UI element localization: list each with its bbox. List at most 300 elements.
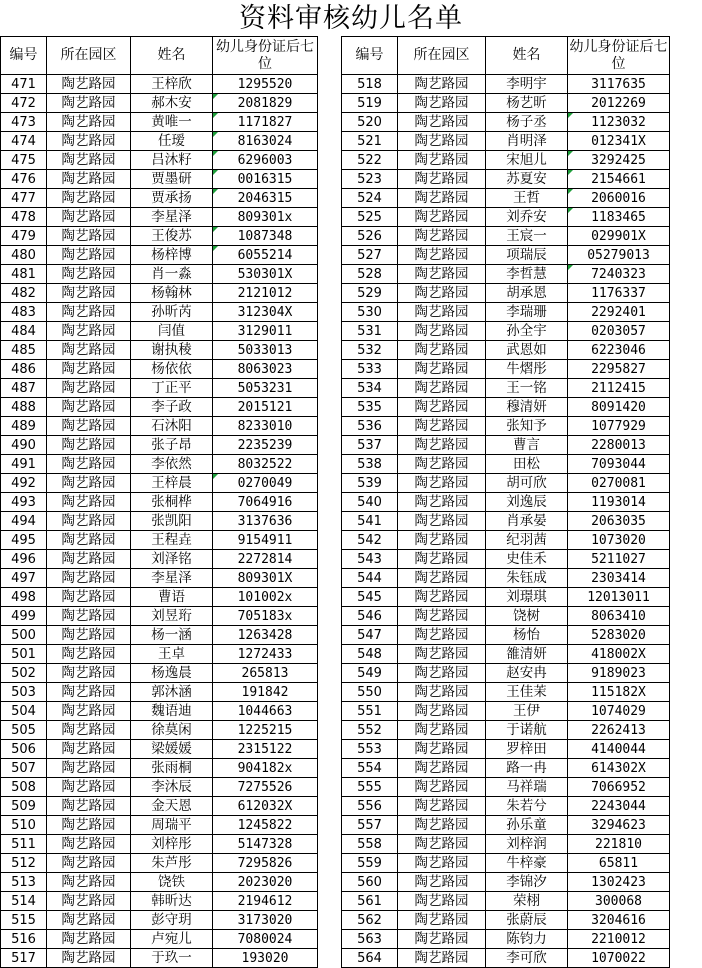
cell-campus[interactable]: 陶艺路园 (47, 569, 131, 588)
cell-name[interactable]: 肖一淼 (131, 265, 213, 284)
cell-no[interactable]: 483 (1, 303, 47, 322)
cell-no[interactable]: 542 (342, 531, 398, 550)
cell-campus[interactable]: 陶艺路园 (47, 949, 131, 968)
cell-name[interactable]: 曹言 (486, 436, 568, 455)
cell-id[interactable]: 1044663 (213, 702, 318, 721)
cell-no[interactable]: 526 (342, 227, 398, 246)
cell-id[interactable]: 1183465 (568, 208, 670, 227)
cell-no[interactable]: 492 (1, 474, 47, 493)
cell-name[interactable]: 魏语迪 (131, 702, 213, 721)
cell-campus[interactable]: 陶艺路园 (398, 132, 486, 151)
cell-campus[interactable]: 陶艺路园 (398, 835, 486, 854)
cell-name[interactable]: 朱芦彤 (131, 854, 213, 873)
cell-id[interactable]: 809301X (213, 569, 318, 588)
cell-no[interactable]: 514 (1, 892, 47, 911)
cell-no[interactable]: 535 (342, 398, 398, 417)
cell-name[interactable]: 李星泽 (131, 208, 213, 227)
cell-no[interactable]: 557 (342, 816, 398, 835)
cell-id[interactable]: 0270081 (568, 474, 670, 493)
cell-name[interactable]: 王梓晨 (131, 474, 213, 493)
cell-no[interactable]: 484 (1, 322, 47, 341)
cell-campus[interactable]: 陶艺路园 (47, 113, 131, 132)
cell-id[interactable]: 8063023 (213, 360, 318, 379)
cell-campus[interactable]: 陶艺路园 (47, 151, 131, 170)
cell-name[interactable]: 肖明泽 (486, 132, 568, 151)
cell-id[interactable]: 2112415 (568, 379, 670, 398)
cell-name[interactable]: 黄唯一 (131, 113, 213, 132)
cell-id[interactable]: 418002X (568, 645, 670, 664)
cell-name[interactable]: 王宸一 (486, 227, 568, 246)
cell-id[interactable]: 7093044 (568, 455, 670, 474)
cell-no[interactable]: 564 (342, 949, 398, 968)
cell-id[interactable]: 5053231 (213, 379, 318, 398)
cell-campus[interactable]: 陶艺路园 (398, 778, 486, 797)
header-id[interactable]: 幼儿身份证后七位 (568, 37, 670, 75)
cell-campus[interactable]: 陶艺路园 (398, 626, 486, 645)
cell-name[interactable]: 张知予 (486, 417, 568, 436)
cell-id[interactable]: 1272433 (213, 645, 318, 664)
cell-name[interactable]: 杨艺昕 (486, 94, 568, 113)
cell-no[interactable]: 543 (342, 550, 398, 569)
cell-name[interactable]: 丁正平 (131, 379, 213, 398)
cell-id[interactable]: 1225215 (213, 721, 318, 740)
cell-no[interactable]: 552 (342, 721, 398, 740)
cell-no[interactable]: 479 (1, 227, 47, 246)
cell-id[interactable]: 2012269 (568, 94, 670, 113)
cell-name[interactable]: 王一铭 (486, 379, 568, 398)
cell-campus[interactable]: 陶艺路园 (398, 949, 486, 968)
cell-name[interactable]: 刘泽铭 (131, 550, 213, 569)
cell-id[interactable]: 2023020 (213, 873, 318, 892)
cell-name[interactable]: 贾承扬 (131, 189, 213, 208)
cell-campus[interactable]: 陶艺路园 (47, 322, 131, 341)
cell-name[interactable]: 石沐阳 (131, 417, 213, 436)
cell-name[interactable]: 梁媛媛 (131, 740, 213, 759)
cell-campus[interactable]: 陶艺路园 (398, 569, 486, 588)
cell-id[interactable]: 3129011 (213, 322, 318, 341)
cell-no[interactable]: 496 (1, 550, 47, 569)
cell-id[interactable]: 1074029 (568, 702, 670, 721)
cell-id[interactable]: 2295827 (568, 360, 670, 379)
cell-campus[interactable]: 陶艺路园 (398, 550, 486, 569)
cell-no[interactable]: 544 (342, 569, 398, 588)
cell-id[interactable]: 2280013 (568, 436, 670, 455)
cell-no[interactable]: 491 (1, 455, 47, 474)
cell-id[interactable]: 1263428 (213, 626, 318, 645)
cell-no[interactable]: 521 (342, 132, 398, 151)
cell-name[interactable]: 刘昱珩 (131, 607, 213, 626)
cell-campus[interactable]: 陶艺路园 (398, 189, 486, 208)
cell-campus[interactable]: 陶艺路园 (47, 265, 131, 284)
cell-no[interactable]: 493 (1, 493, 47, 512)
cell-name[interactable]: 朱钰成 (486, 569, 568, 588)
cell-campus[interactable]: 陶艺路园 (47, 474, 131, 493)
cell-campus[interactable]: 陶艺路园 (398, 702, 486, 721)
cell-campus[interactable]: 陶艺路园 (398, 265, 486, 284)
cell-id[interactable]: 1193014 (568, 493, 670, 512)
header-name[interactable]: 姓名 (131, 37, 213, 75)
cell-name[interactable]: 李依然 (131, 455, 213, 474)
cell-no[interactable]: 522 (342, 151, 398, 170)
cell-no[interactable]: 540 (342, 493, 398, 512)
cell-name[interactable]: 雒清妍 (486, 645, 568, 664)
cell-id[interactable]: 3204616 (568, 911, 670, 930)
cell-no[interactable]: 551 (342, 702, 398, 721)
cell-no[interactable]: 534 (342, 379, 398, 398)
cell-name[interactable]: 李锦汐 (486, 873, 568, 892)
cell-no[interactable]: 471 (1, 75, 47, 94)
cell-no[interactable]: 532 (342, 341, 398, 360)
cell-id[interactable]: 2235239 (213, 436, 318, 455)
cell-campus[interactable]: 陶艺路园 (398, 170, 486, 189)
cell-campus[interactable]: 陶艺路园 (47, 284, 131, 303)
cell-id[interactable]: 3173020 (213, 911, 318, 930)
cell-campus[interactable]: 陶艺路园 (398, 911, 486, 930)
cell-campus[interactable]: 陶艺路园 (398, 360, 486, 379)
cell-id[interactable]: 2194612 (213, 892, 318, 911)
cell-no[interactable]: 485 (1, 341, 47, 360)
cell-name[interactable]: 杨怡 (486, 626, 568, 645)
cell-id[interactable]: 3292425 (568, 151, 670, 170)
cell-campus[interactable]: 陶艺路园 (398, 246, 486, 265)
cell-campus[interactable]: 陶艺路园 (47, 683, 131, 702)
cell-campus[interactable]: 陶艺路园 (47, 645, 131, 664)
cell-campus[interactable]: 陶艺路园 (398, 398, 486, 417)
cell-id[interactable]: 1087348 (213, 227, 318, 246)
cell-campus[interactable]: 陶艺路园 (398, 816, 486, 835)
cell-campus[interactable]: 陶艺路园 (47, 189, 131, 208)
cell-campus[interactable]: 陶艺路园 (47, 208, 131, 227)
cell-name[interactable]: 刘梓彤 (131, 835, 213, 854)
cell-name[interactable]: 于玖一 (131, 949, 213, 968)
cell-id[interactable]: 2210012 (568, 930, 670, 949)
header-campus[interactable]: 所在园区 (398, 37, 486, 75)
cell-no[interactable]: 561 (342, 892, 398, 911)
cell-campus[interactable]: 陶艺路园 (47, 892, 131, 911)
cell-id[interactable]: 312304X (213, 303, 318, 322)
cell-no[interactable]: 501 (1, 645, 47, 664)
cell-name[interactable]: 张桐桦 (131, 493, 213, 512)
cell-no[interactable]: 490 (1, 436, 47, 455)
cell-campus[interactable]: 陶艺路园 (47, 360, 131, 379)
cell-id[interactable]: 115182X (568, 683, 670, 702)
cell-no[interactable]: 529 (342, 284, 398, 303)
cell-campus[interactable]: 陶艺路园 (398, 151, 486, 170)
cell-no[interactable]: 549 (342, 664, 398, 683)
cell-id[interactable]: 1245822 (213, 816, 318, 835)
cell-campus[interactable]: 陶艺路园 (47, 493, 131, 512)
cell-name[interactable]: 张凯阳 (131, 512, 213, 531)
cell-campus[interactable]: 陶艺路园 (398, 436, 486, 455)
cell-id[interactable]: 1295520 (213, 75, 318, 94)
cell-campus[interactable]: 陶艺路园 (398, 740, 486, 759)
cell-name[interactable]: 马祥瑞 (486, 778, 568, 797)
cell-no[interactable]: 477 (1, 189, 47, 208)
cell-no[interactable]: 563 (342, 930, 398, 949)
cell-id[interactable]: 2243044 (568, 797, 670, 816)
cell-name[interactable]: 于诺航 (486, 721, 568, 740)
cell-no[interactable]: 500 (1, 626, 47, 645)
cell-id[interactable]: 05279013 (568, 246, 670, 265)
cell-id[interactable]: 2272814 (213, 550, 318, 569)
cell-campus[interactable]: 陶艺路园 (47, 436, 131, 455)
cell-campus[interactable]: 陶艺路园 (47, 588, 131, 607)
cell-no[interactable]: 539 (342, 474, 398, 493)
cell-id[interactable]: 0016315 (213, 170, 318, 189)
cell-name[interactable]: 肖承晏 (486, 512, 568, 531)
cell-campus[interactable]: 陶艺路园 (398, 854, 486, 873)
cell-campus[interactable]: 陶艺路园 (47, 721, 131, 740)
cell-campus[interactable]: 陶艺路园 (398, 94, 486, 113)
cell-id[interactable]: 8163024 (213, 132, 318, 151)
cell-id[interactable]: 2060016 (568, 189, 670, 208)
cell-campus[interactable]: 陶艺路园 (47, 911, 131, 930)
cell-id[interactable]: 9189023 (568, 664, 670, 683)
cell-name[interactable]: 孙全宇 (486, 322, 568, 341)
cell-campus[interactable]: 陶艺路园 (398, 455, 486, 474)
cell-no[interactable]: 510 (1, 816, 47, 835)
cell-name[interactable]: 王哲 (486, 189, 568, 208)
cell-campus[interactable]: 陶艺路园 (398, 303, 486, 322)
cell-no[interactable]: 555 (342, 778, 398, 797)
cell-id[interactable]: 6296003 (213, 151, 318, 170)
cell-id[interactable]: 5283020 (568, 626, 670, 645)
cell-campus[interactable]: 陶艺路园 (398, 75, 486, 94)
cell-no[interactable]: 511 (1, 835, 47, 854)
cell-no[interactable]: 502 (1, 664, 47, 683)
cell-name[interactable]: 谢执稜 (131, 341, 213, 360)
cell-name[interactable]: 刘逸辰 (486, 493, 568, 512)
cell-campus[interactable]: 陶艺路园 (398, 721, 486, 740)
cell-no[interactable]: 515 (1, 911, 47, 930)
cell-name[interactable]: 李明宇 (486, 75, 568, 94)
cell-id[interactable]: 2292401 (568, 303, 670, 322)
cell-id[interactable]: 904182x (213, 759, 318, 778)
cell-id[interactable]: 5033013 (213, 341, 318, 360)
cell-no[interactable]: 506 (1, 740, 47, 759)
cell-no[interactable]: 553 (342, 740, 398, 759)
cell-id[interactable]: 2303414 (568, 569, 670, 588)
cell-campus[interactable]: 陶艺路园 (47, 550, 131, 569)
cell-campus[interactable]: 陶艺路园 (47, 531, 131, 550)
cell-no[interactable]: 508 (1, 778, 47, 797)
cell-id[interactable]: 3294623 (568, 816, 670, 835)
cell-id[interactable]: 2081829 (213, 94, 318, 113)
cell-no[interactable]: 520 (342, 113, 398, 132)
header-no[interactable]: 编号 (1, 37, 47, 75)
cell-id[interactable]: 2046315 (213, 189, 318, 208)
cell-no[interactable]: 475 (1, 151, 47, 170)
cell-no[interactable]: 518 (342, 75, 398, 94)
cell-name[interactable]: 王卓 (131, 645, 213, 664)
cell-no[interactable]: 488 (1, 398, 47, 417)
cell-id[interactable]: 65811 (568, 854, 670, 873)
cell-id[interactable]: 300068 (568, 892, 670, 911)
cell-no[interactable]: 548 (342, 645, 398, 664)
cell-name[interactable]: 牛梓豪 (486, 854, 568, 873)
cell-name[interactable]: 赵安冉 (486, 664, 568, 683)
cell-no[interactable]: 507 (1, 759, 47, 778)
cell-no[interactable]: 546 (342, 607, 398, 626)
cell-campus[interactable]: 陶艺路园 (47, 664, 131, 683)
cell-no[interactable]: 560 (342, 873, 398, 892)
cell-name[interactable]: 李子政 (131, 398, 213, 417)
cell-name[interactable]: 任瑷 (131, 132, 213, 151)
cell-campus[interactable]: 陶艺路园 (398, 873, 486, 892)
cell-id[interactable]: 809301x (213, 208, 318, 227)
cell-id[interactable]: 612032X (213, 797, 318, 816)
cell-id[interactable]: 012341X (568, 132, 670, 151)
cell-name[interactable]: 史佳禾 (486, 550, 568, 569)
cell-id[interactable]: 029901X (568, 227, 670, 246)
cell-id[interactable]: 191842 (213, 683, 318, 702)
header-no[interactable]: 编号 (342, 37, 398, 75)
cell-id[interactable]: 2015121 (213, 398, 318, 417)
cell-name[interactable]: 路一冉 (486, 759, 568, 778)
cell-campus[interactable]: 陶艺路园 (47, 341, 131, 360)
cell-no[interactable]: 486 (1, 360, 47, 379)
cell-campus[interactable]: 陶艺路园 (47, 854, 131, 873)
cell-name[interactable]: 金天恩 (131, 797, 213, 816)
cell-no[interactable]: 528 (342, 265, 398, 284)
cell-name[interactable]: 孙昕芮 (131, 303, 213, 322)
cell-name[interactable]: 刘乔安 (486, 208, 568, 227)
cell-name[interactable]: 武恩如 (486, 341, 568, 360)
cell-name[interactable]: 卢宛儿 (131, 930, 213, 949)
cell-campus[interactable]: 陶艺路园 (47, 455, 131, 474)
cell-no[interactable]: 541 (342, 512, 398, 531)
cell-name[interactable]: 朱若兮 (486, 797, 568, 816)
cell-name[interactable]: 周瑞平 (131, 816, 213, 835)
cell-id[interactable]: 1070022 (568, 949, 670, 968)
cell-campus[interactable]: 陶艺路园 (398, 588, 486, 607)
cell-name[interactable]: 王程垚 (131, 531, 213, 550)
cell-name[interactable]: 纪羽茜 (486, 531, 568, 550)
cell-no[interactable]: 516 (1, 930, 47, 949)
cell-no[interactable]: 478 (1, 208, 47, 227)
cell-name[interactable]: 张子昂 (131, 436, 213, 455)
cell-campus[interactable]: 陶艺路园 (398, 208, 486, 227)
cell-campus[interactable]: 陶艺路园 (47, 930, 131, 949)
cell-campus[interactable]: 陶艺路园 (47, 246, 131, 265)
cell-campus[interactable]: 陶艺路园 (398, 493, 486, 512)
cell-campus[interactable]: 陶艺路园 (398, 664, 486, 683)
cell-no[interactable]: 472 (1, 94, 47, 113)
cell-campus[interactable]: 陶艺路园 (47, 778, 131, 797)
cell-name[interactable]: 贾墨研 (131, 170, 213, 189)
cell-name[interactable]: 穆清妍 (486, 398, 568, 417)
cell-name[interactable]: 郝木安 (131, 94, 213, 113)
cell-no[interactable]: 476 (1, 170, 47, 189)
cell-no[interactable]: 525 (342, 208, 398, 227)
cell-campus[interactable]: 陶艺路园 (398, 417, 486, 436)
cell-name[interactable]: 徐莫闲 (131, 721, 213, 740)
cell-campus[interactable]: 陶艺路园 (47, 398, 131, 417)
cell-id[interactable]: 0203057 (568, 322, 670, 341)
cell-campus[interactable]: 陶艺路园 (47, 379, 131, 398)
cell-campus[interactable]: 陶艺路园 (47, 797, 131, 816)
cell-name[interactable]: 闫值 (131, 322, 213, 341)
cell-no[interactable]: 538 (342, 455, 398, 474)
cell-name[interactable]: 陈钧力 (486, 930, 568, 949)
cell-no[interactable]: 558 (342, 835, 398, 854)
cell-name[interactable]: 苏夏安 (486, 170, 568, 189)
cell-name[interactable]: 项瑞辰 (486, 246, 568, 265)
cell-no[interactable]: 489 (1, 417, 47, 436)
cell-name[interactable]: 饶树 (486, 607, 568, 626)
cell-no[interactable]: 550 (342, 683, 398, 702)
cell-no[interactable]: 482 (1, 284, 47, 303)
cell-id[interactable]: 1176337 (568, 284, 670, 303)
cell-id[interactable]: 6055214 (213, 246, 318, 265)
cell-no[interactable]: 531 (342, 322, 398, 341)
cell-name[interactable]: 胡承恩 (486, 284, 568, 303)
cell-campus[interactable]: 陶艺路园 (47, 94, 131, 113)
cell-id[interactable]: 7066952 (568, 778, 670, 797)
cell-campus[interactable]: 陶艺路园 (47, 816, 131, 835)
cell-id[interactable]: 705183x (213, 607, 318, 626)
cell-campus[interactable]: 陶艺路园 (47, 170, 131, 189)
cell-id[interactable]: 265813 (213, 664, 318, 683)
cell-campus[interactable]: 陶艺路园 (47, 303, 131, 322)
cell-id[interactable]: 1302423 (568, 873, 670, 892)
cell-name[interactable]: 杨子丞 (486, 113, 568, 132)
cell-no[interactable]: 537 (342, 436, 398, 455)
cell-campus[interactable]: 陶艺路园 (398, 512, 486, 531)
cell-id[interactable]: 8032522 (213, 455, 318, 474)
cell-id[interactable]: 101002x (213, 588, 318, 607)
cell-campus[interactable]: 陶艺路园 (47, 132, 131, 151)
header-name[interactable]: 姓名 (486, 37, 568, 75)
cell-no[interactable]: 495 (1, 531, 47, 550)
cell-campus[interactable]: 陶艺路园 (398, 227, 486, 246)
cell-id[interactable]: 2121012 (213, 284, 318, 303)
cell-campus[interactable]: 陶艺路园 (398, 113, 486, 132)
cell-id[interactable]: 12013011 (568, 588, 670, 607)
cell-name[interactable]: 杨逸晨 (131, 664, 213, 683)
cell-campus[interactable]: 陶艺路园 (47, 835, 131, 854)
cell-no[interactable]: 559 (342, 854, 398, 873)
cell-no[interactable]: 497 (1, 569, 47, 588)
cell-no[interactable]: 513 (1, 873, 47, 892)
cell-name[interactable]: 杨翰林 (131, 284, 213, 303)
cell-no[interactable]: 533 (342, 360, 398, 379)
cell-name[interactable]: 刘璟琪 (486, 588, 568, 607)
cell-name[interactable]: 王梓欣 (131, 75, 213, 94)
cell-no[interactable]: 498 (1, 588, 47, 607)
cell-name[interactable]: 李瑞珊 (486, 303, 568, 322)
cell-name[interactable]: 胡可欣 (486, 474, 568, 493)
cell-campus[interactable]: 陶艺路园 (398, 607, 486, 626)
cell-no[interactable]: 554 (342, 759, 398, 778)
cell-name[interactable]: 王佳茉 (486, 683, 568, 702)
cell-no[interactable]: 527 (342, 246, 398, 265)
cell-id[interactable]: 1171827 (213, 113, 318, 132)
cell-no[interactable]: 505 (1, 721, 47, 740)
cell-name[interactable]: 曹语 (131, 588, 213, 607)
cell-name[interactable]: 韩昕达 (131, 892, 213, 911)
cell-id[interactable]: 7064916 (213, 493, 318, 512)
cell-campus[interactable]: 陶艺路园 (398, 379, 486, 398)
cell-id[interactable]: 614302X (568, 759, 670, 778)
header-id[interactable]: 幼儿身份证后七位 (213, 37, 318, 75)
cell-name[interactable]: 王俊苏 (131, 227, 213, 246)
cell-no[interactable]: 504 (1, 702, 47, 721)
cell-campus[interactable]: 陶艺路园 (398, 284, 486, 303)
cell-no[interactable]: 512 (1, 854, 47, 873)
cell-name[interactable]: 田松 (486, 455, 568, 474)
cell-name[interactable]: 荣栩 (486, 892, 568, 911)
